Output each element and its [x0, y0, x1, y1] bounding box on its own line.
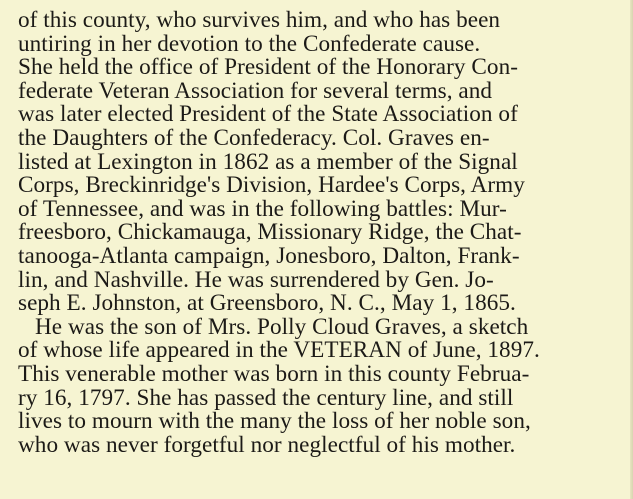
text-line: who was never forgetful nor neglectful of his mother. [18, 431, 516, 458]
text-line: Corps, Breckinridge's Division, Hardee's Corps, Army [18, 172, 525, 199]
text-line: federate Veteran Association for several terms, and [18, 77, 493, 104]
text-line: the Daughters of the Confederacy. Col. Graves en- [18, 124, 490, 151]
text-line: of Tennessee, and was in the following battles: Mur- [18, 195, 507, 222]
text-line: seph E. Johnston, at Greensboro, N. C., May 1, 1865. [18, 290, 516, 317]
text-line: of whose life appeared in the VETERAN of June, 1897. [18, 337, 540, 364]
text-line: untiring in her devotion to the Confederate cause. [18, 30, 481, 57]
text-line: lin, and Nashville. He was surrendered by Gen. Jo- [18, 266, 494, 293]
text-line: tanooga-Atlanta campaign, Jonesboro, Dalton, Frank- [18, 242, 520, 269]
paragraph-start-line: He was the son of Mrs. Polly Cloud Graves, a sketch [35, 313, 529, 340]
text-line: She held the office of President of the Honorary Con- [18, 54, 518, 81]
text-line: lives to mourn with the many the loss of her noble son, [18, 408, 531, 435]
text-line: This venerable mother was born in this county Februa- [18, 360, 530, 387]
text-line: of this county, who survives him, and who has been [18, 7, 501, 33]
text-line: ry 16, 1797. She has passed the century line, and still [18, 384, 514, 411]
text-line: was later elected President of the State Association of [18, 101, 518, 128]
body-text [18, 9, 630, 457]
text-line: listed at Lexington in 1862 as a member of the Signal [18, 148, 518, 175]
text-line: freesboro, Chickamauga, Missionary Ridge, the Chat- [18, 219, 522, 246]
